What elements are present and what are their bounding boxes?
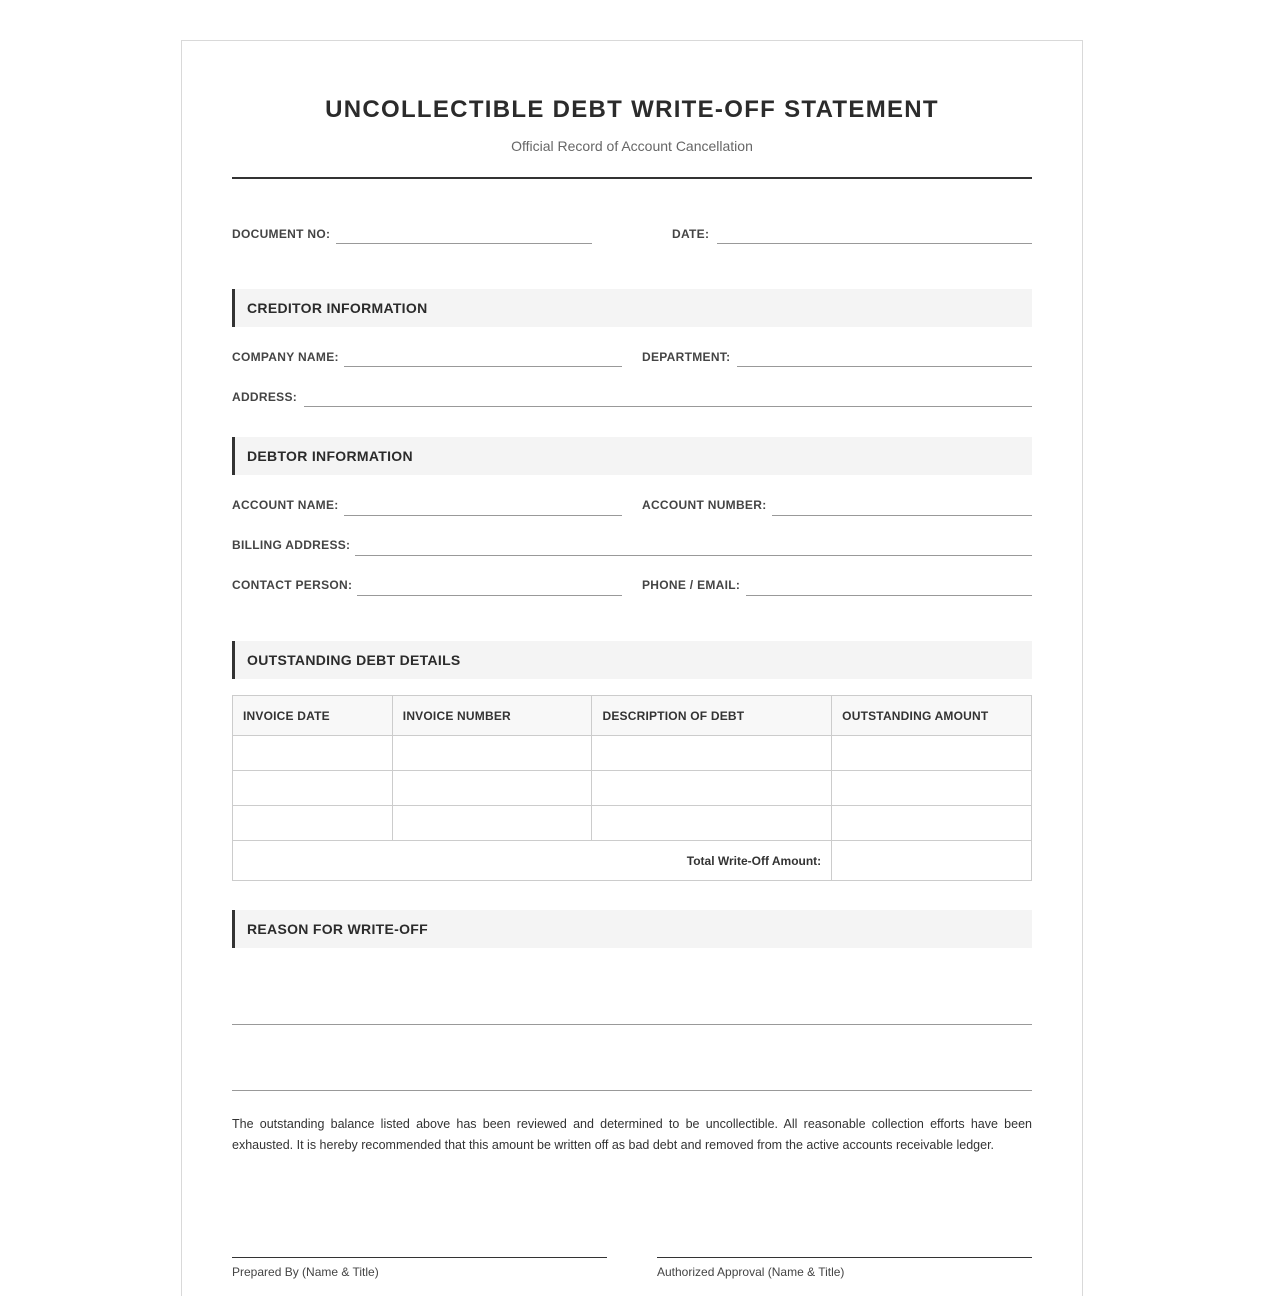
debtor-section-title: DEBTOR INFORMATION (247, 448, 413, 464)
account-number-field[interactable] (772, 515, 1032, 516)
amount-cell[interactable] (832, 806, 1032, 841)
authorized-approval-signature-line[interactable] (657, 1257, 1032, 1258)
document-page (181, 40, 1083, 1296)
reason-section-title: REASON FOR WRITE-OFF (247, 921, 428, 937)
document-body (232, 41, 1032, 1296)
document-no-label: DOCUMENT NO: (232, 227, 331, 241)
write-off-statement: The outstanding balance listed above has been reviewed and determined to be uncollectible. All reasonable collection efforts have been exhausted. It is hereby recommended that this amount be written off as bad debt and removed from the active accounts receivable ledger. (232, 1117, 1032, 1152)
column-header: INVOICE NUMBER (392, 696, 592, 736)
table-row (233, 771, 1032, 806)
billing-address-field[interactable] (355, 555, 1032, 556)
total-write-off-value[interactable] (832, 841, 1032, 881)
table-row (233, 806, 1032, 841)
address-label: ADDRESS: (232, 390, 298, 404)
column-header: INVOICE DATE (233, 696, 393, 736)
prepared-by-label: Prepared By (Name & Title) (232, 1265, 379, 1279)
reason-line-1[interactable] (232, 1024, 1032, 1025)
department-label: DEPARTMENT: (642, 350, 731, 364)
debt-details-section-header (232, 641, 1032, 679)
reason-line-2[interactable] (232, 1090, 1032, 1091)
amount-cell[interactable] (832, 736, 1032, 771)
invoice-date-cell[interactable] (233, 771, 393, 806)
invoice-number-cell[interactable] (392, 736, 592, 771)
document-subtitle: Official Record of Account Cancellation (511, 138, 753, 154)
table-header-row (233, 696, 1032, 736)
debtor-section-header (232, 437, 1032, 475)
company-name-label: COMPANY NAME: (232, 350, 339, 364)
description-cell[interactable] (592, 771, 832, 806)
invoice-date-cell[interactable] (233, 736, 393, 771)
date-field[interactable] (717, 243, 1032, 244)
billing-address-label: BILLING ADDRESS: (232, 538, 351, 552)
amount-cell[interactable] (832, 771, 1032, 806)
department-field[interactable] (737, 366, 1032, 367)
table-row (233, 736, 1032, 771)
column-header: OUTSTANDING AMOUNT (832, 696, 1032, 736)
creditor-section-title: CREDITOR INFORMATION (247, 300, 428, 316)
date-label: DATE: (672, 227, 710, 241)
account-name-label: ACCOUNT NAME: (232, 498, 339, 512)
company-name-field[interactable] (344, 366, 622, 367)
contact-person-label: CONTACT PERSON: (232, 578, 353, 592)
description-cell[interactable] (592, 736, 832, 771)
debt-details-table (232, 695, 1032, 881)
total-write-off-label: Total Write-Off Amount: (233, 841, 832, 881)
column-header: DESCRIPTION OF DEBT (592, 696, 832, 736)
document-title: UNCOLLECTIBLE DEBT WRITE-OFF STATEMENT (325, 96, 939, 123)
phone-email-label: PHONE / EMAIL: (642, 578, 741, 592)
address-field[interactable] (304, 406, 1032, 407)
prepared-by-signature-line[interactable] (232, 1257, 607, 1258)
account-name-field[interactable] (344, 515, 622, 516)
reason-section-header (232, 910, 1032, 948)
total-row (233, 841, 1032, 881)
title-divider (232, 177, 1032, 179)
phone-email-field[interactable] (746, 595, 1032, 596)
invoice-number-cell[interactable] (392, 771, 592, 806)
creditor-section-header (232, 289, 1032, 327)
account-number-label: ACCOUNT NUMBER: (642, 498, 767, 512)
document-no-field[interactable] (336, 243, 592, 244)
invoice-date-cell[interactable] (233, 806, 393, 841)
contact-person-field[interactable] (357, 595, 622, 596)
description-cell[interactable] (592, 806, 832, 841)
invoice-number-cell[interactable] (392, 806, 592, 841)
debt-details-section-title: OUTSTANDING DEBT DETAILS (247, 652, 461, 668)
authorized-approval-label: Authorized Approval (Name & Title) (657, 1265, 845, 1279)
